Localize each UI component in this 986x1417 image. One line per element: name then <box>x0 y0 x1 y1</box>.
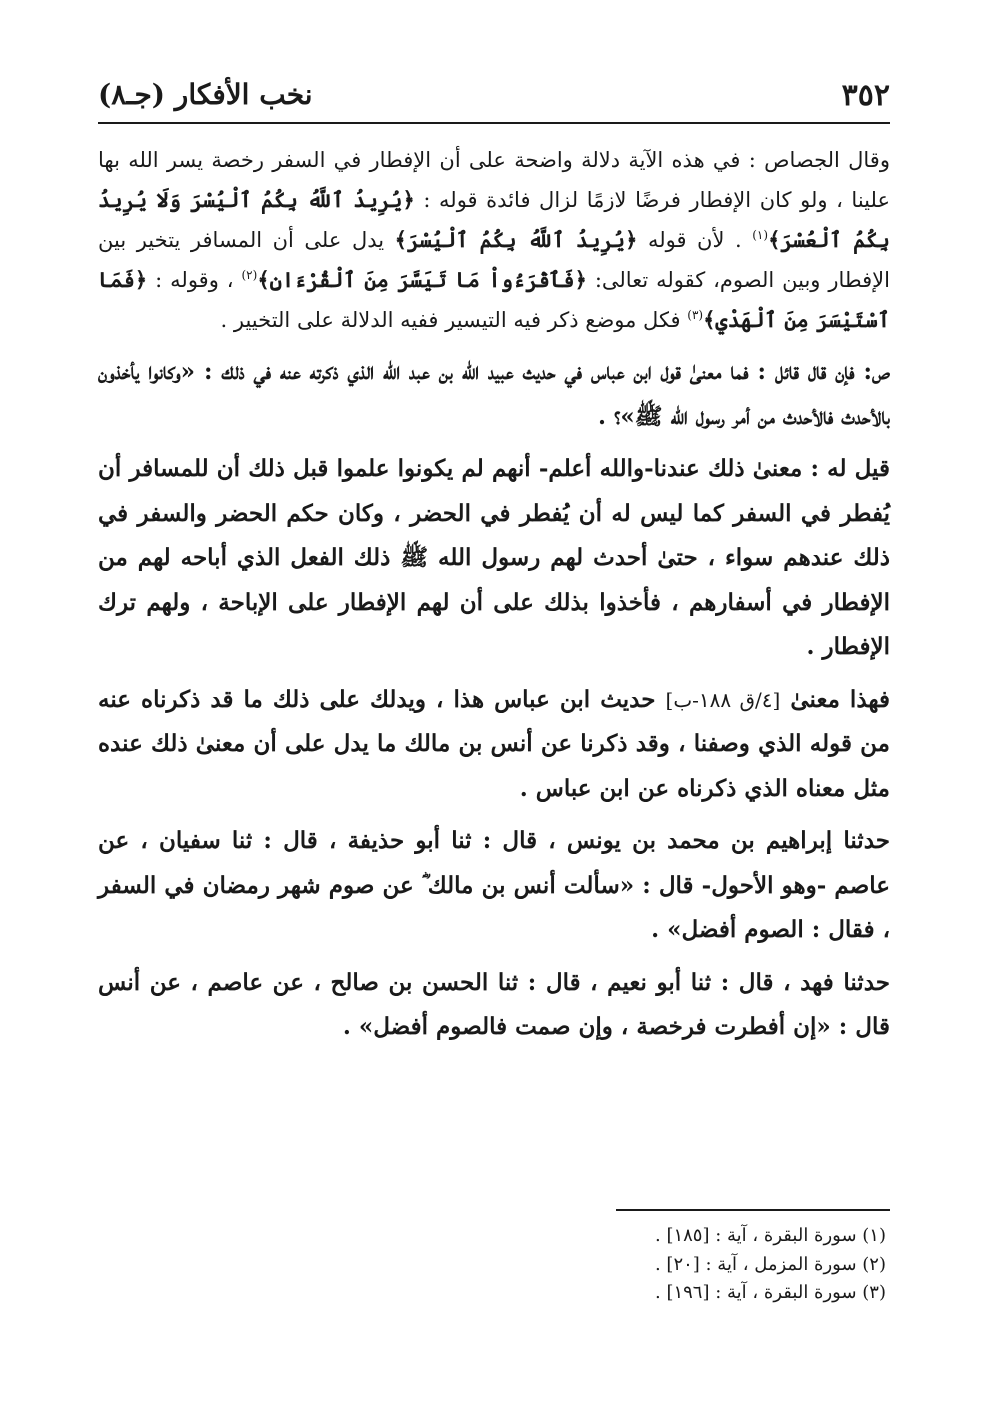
footnote-marker[interactable]: (٢) <box>241 268 258 282</box>
text-paragraph-answer: قيل له : معنىٰ ذلك عندنا-والله أعلم- أنهم لم يكونوا علموا قبل ذلك أن للمسافر أن يُفطر في السفر كما ليس له أن يُفطر في الحضر ، وكان حكم الحضر والسفر في ذلك عندهم سواء ، حتىٰ أحدث لهم رسول الله ﷺ ذلك الفعل الذي أباحه لهم من الإفطار في أسفارهم ، فأخذوا بذلك على أن لهم الإفطار على الإباحة ، ولهم ترك الإفطار . <box>98 455 890 660</box>
text-segment: ، وقوله : <box>155 268 234 292</box>
text-segment: فهذا معنىٰ <box>790 685 890 713</box>
quran-quote: ﴿فَمَا ٱسْتَيْسَرَ مِنَ ٱلْهَدْيِ﴾ <box>98 267 890 332</box>
footnote-1: (١) سورة البقرة ، آية : [١٨٥] . <box>655 1225 886 1246</box>
footnote-rule <box>616 1209 890 1211</box>
commentary-paragraph <box>98 140 890 340</box>
manuscript-reference: [٤/ق ١٨٨-ب] <box>665 687 781 712</box>
page-number: ٣٥٢ <box>841 78 890 113</box>
page-header <box>98 68 890 124</box>
text-segment: . لأن قوله <box>647 228 742 252</box>
page-body <box>98 140 890 1050</box>
text-segment: يدل على أن المسافر يتخير بين الإفطار وبين الصوم، كقوله تعالى: <box>98 228 890 292</box>
text-segment: حديث ابن عباس هذا ، ويدلك على ذلك ما قد ذكرناه عنه من قوله الذي وصفنا ، وقد ذكرنا عن أنس بن مالك ما يدل على أن معنىٰ ذلك عنده مثل معناه الذي ذكرناه عن ابن عباس . <box>98 685 890 802</box>
hadith-paragraph-2: حدثنا فهد ، قال : ثنا أبو نعيم ، قال : ثنا الحسن بن صالح ، عن عاصم ، عن أنس قال : «إن أفطرت فرخصة ، وإن صمت فالصوم أفضل» . <box>98 968 890 1040</box>
footnote-marker[interactable]: (٣) <box>687 308 704 322</box>
hadith-paragraph-1: حدثنا إبراهيم بن محمد بن يونس ، قال : ثنا أبو حذيفة ، قال : ثنا سفيان ، عن عاصم -وهو الأحول- قال : «سألت أنس بن مالك ؓ عن صوم شهر رمضان في السفر ، فقال : الصوم أفضل» . <box>98 827 890 943</box>
footnote-2: (٢) سورة المزمل ، آية : [٢٠] . <box>654 1253 886 1275</box>
quran-quote: ﴿فَٱقْرَءُواْ مَا تَيَسَّرَ مِنَ ٱلْقُرْءَانِ﴾ <box>257 267 587 292</box>
text-segment: وقال الجصاص : في هذه الآية دلالة واضحة على أن الإفطار في السفر رخصة يسر الله بها علينا ، ولو كان الإفطار فرضًا لازمًا لزال فائدة قوله : <box>98 148 890 212</box>
header-rule <box>98 122 890 124</box>
quran-quote: ﴿يُرِيدُ ٱللَّهُ بِكُمُ ٱلْيُسْرَ وَلَا يُرِيدُ بِكُمُ ٱلْعُسْرَ﴾ <box>98 187 890 252</box>
text-paragraph-meaning <box>98 678 890 812</box>
text-segment: فكل موضع ذكر فيه التيسير ففيه الدلالة على التخيير . <box>220 308 681 332</box>
footnote-marker[interactable]: (١) <box>752 228 769 242</box>
footnote-3: (٣) سورة البقرة ، آية : [١٩٦] . <box>655 1282 886 1303</box>
quran-quote: ﴿يُرِيدُ ٱللَّهُ بِكُمُ ٱلْيُسْرَ﴾ <box>394 227 638 252</box>
footnotes <box>98 1222 886 1308</box>
text-paragraph-question: ص: فإن قال قائل : فما معنىٰ قول ابن عباس في حديث عبيد الله بن عبد الله الذي ذكرته عنه في ذلك : «وكانوا يأخذون بالأحدث فالأحدث من أمر رسول الله ﷺ»؟ . <box>98 358 890 430</box>
running-title: نخب الأفكار (جـ٨) <box>98 78 313 111</box>
